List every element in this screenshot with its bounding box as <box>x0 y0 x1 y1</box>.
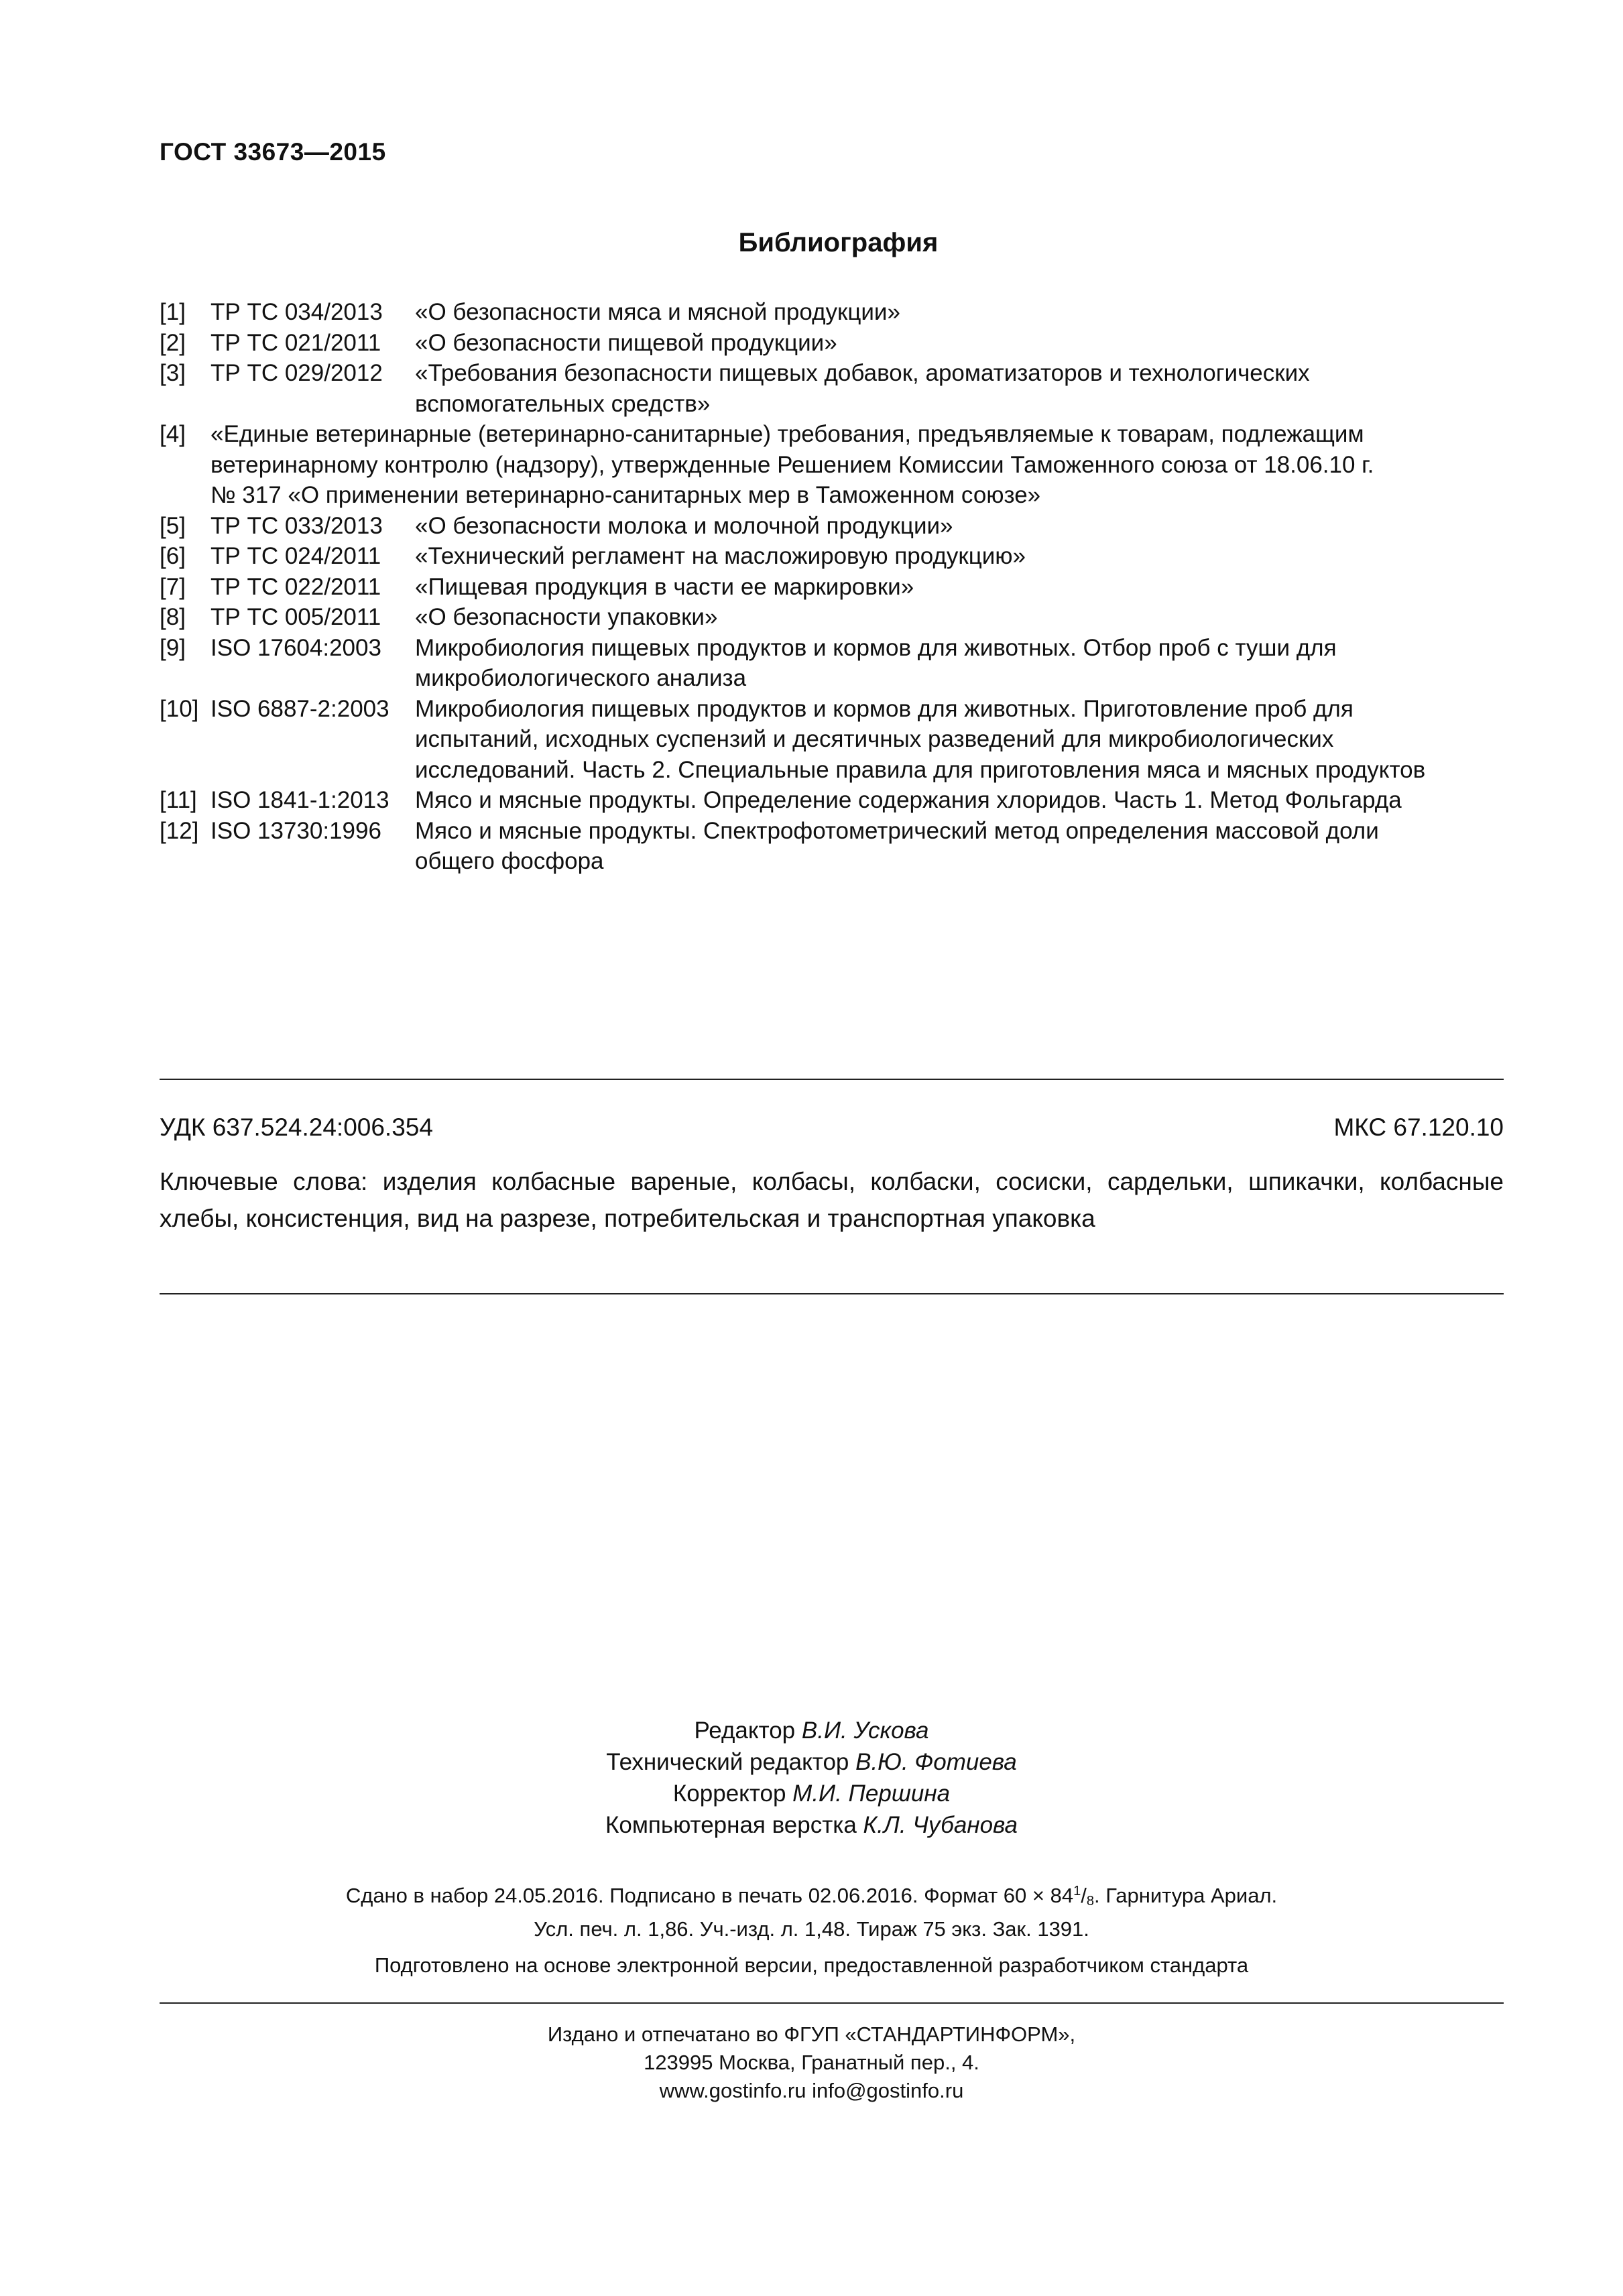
ref-code: ТР ТС 021/2011 <box>211 329 381 356</box>
ref-code: ISO 1841-1:2013 <box>211 787 389 813</box>
bibliography-item <box>160 602 1514 633</box>
ref-number: [3] <box>160 360 186 386</box>
imprint-line-1: Сдано в набор 24.05.2016. Подписано в печать 02.06.2016. Формат $60 \times 84^1/_8$. Гарнитура Ариал. <box>345 1884 1278 1909</box>
ref-number: [11] <box>160 787 197 813</box>
divider-bottom <box>160 2002 1504 2004</box>
ref-text: Микробиология пищевых продуктов и кормов для животных. Отбор проб с туши для микробиологического анализа <box>415 634 1337 691</box>
ref-code: ISO 13730:1996 <box>211 817 381 844</box>
ref-code: ТР ТС 029/2012 <box>211 360 383 386</box>
divider-top <box>160 1079 1504 1080</box>
ref-text: «Пищевая продукция в части ее маркировки» <box>415 573 914 600</box>
bibliography-item <box>160 633 1514 694</box>
ref-number: [8] <box>160 604 186 630</box>
ref-number: [12] <box>160 817 199 844</box>
ref-number: [6] <box>160 543 186 569</box>
ref-text: «О безопасности упаковки» <box>415 604 718 630</box>
publisher-line-1: Издано и отпечатано во ФГУП «СТАНДАРТИНФОРМ», <box>547 2022 1076 2046</box>
bibliography-item <box>160 816 1514 877</box>
ref-code: ТР ТС 024/2011 <box>211 543 381 569</box>
mks-code: МКС 67.120.10 <box>1333 1113 1504 1141</box>
udk-code: УДК 637.524.24:006.354 <box>160 1113 433 1141</box>
bibliography-item <box>160 419 1514 511</box>
staff-corrector: Корректор М.И. Першина <box>672 1780 951 1807</box>
ref-code: ISO 17604:2003 <box>211 634 381 661</box>
bibliography-item <box>160 511 1514 542</box>
ref-code: ТР ТС 022/2011 <box>211 573 381 600</box>
bibliography-item <box>160 694 1514 786</box>
ref-number: [2] <box>160 329 186 356</box>
ref-text: Мясо и мясные продукты. Спектрофотометрический метод определения массовой доли общего фосфора <box>415 817 1379 874</box>
document-header: ГОСТ 33673—2015 <box>160 138 386 166</box>
bibliography-item <box>160 328 1514 359</box>
publisher <box>0 2020 1623 2105</box>
ref-text: Микробиология пищевых продуктов и кормов для животных. Приготовление проб для испытаний, исходных суспензий и десятичных разведений для микробиологических исследований. Часть 2. Специальные правила для приготовления мяса и мясных продуктов <box>415 695 1426 783</box>
bibliography-item <box>160 572 1514 603</box>
publisher-line-2: 123995 Москва, Гранатный пер., 4. <box>644 2051 979 2074</box>
ref-code: ТР ТС 005/2011 <box>211 604 381 630</box>
divider-middle <box>160 1293 1504 1294</box>
bibliography-item <box>160 541 1514 572</box>
publisher-line-3: www.gostinfo.ru info@gostinfo.ru <box>659 2079 964 2102</box>
ref-number: [4] <box>160 421 186 447</box>
bibliography-list <box>160 297 1514 877</box>
prepared-note: Подготовлено на основе электронной версии, предоставленной разработчиком стандарта <box>374 1953 1249 1977</box>
staff-editor: Редактор В.И. Ускова <box>694 1717 929 1744</box>
ref-text: «Единые ветеринарные (ветеринарно-санитарные) требования, предъявляемые к товарам, подлежащим ветеринарному контролю (надзору), утвержденные Решением Комиссии Таможенного союза от 18.06.10 г. № 317 «О применении ветеринарно-санитарных мер в Таможенном союзе» <box>211 421 1374 508</box>
ref-number: [1] <box>160 299 186 325</box>
ref-text: «О безопасности мяса и мясной продукции» <box>415 299 900 325</box>
bibliography-item <box>160 358 1514 419</box>
ref-number: [9] <box>160 634 186 661</box>
staff-list <box>0 1715 1623 1841</box>
keywords: Ключевые слова: изделия колбасные вареные, колбасы, колбаски, сосиски, сардельки, шпикачки, колбасные хлебы, консистенция, вид на разрезе, потребительская и транспортная упаковка <box>160 1168 1504 1232</box>
ref-text: «Требования безопасности пищевых добавок, ароматизаторов и технологических вспомогательных средств» <box>415 360 1310 417</box>
bibliography-title: Библиография <box>738 228 939 257</box>
ref-text: «Технический регламент на масложировую продукцию» <box>415 543 1026 569</box>
ref-number: [5] <box>160 512 186 539</box>
staff-tech-editor: Технический редактор В.Ю. Фотиева <box>606 1749 1017 1775</box>
bibliography-item <box>160 785 1514 816</box>
imprint <box>0 1877 1623 1943</box>
staff-layout: Компьютерная верстка К.Л. Чубанова <box>605 1812 1018 1838</box>
ref-code: ISO 6887-2:2003 <box>211 695 389 722</box>
ref-code: ТР ТС 034/2013 <box>211 299 383 325</box>
ref-text: Мясо и мясные продукты. Определение содержания хлоридов. Часть 1. Метод Фольгарда <box>415 787 1402 813</box>
ref-code: ТР ТС 033/2013 <box>211 512 383 539</box>
ref-number: [10] <box>160 695 199 722</box>
ref-text: «О безопасности молока и молочной продукции» <box>415 512 953 539</box>
imprint-line-2: Усл. печ. л. 1,86. Уч.-изд. л. 1,48. Тираж 75 экз. Зак. 1391. <box>534 1917 1089 1941</box>
bibliography-item <box>160 297 1514 328</box>
ref-number: [7] <box>160 573 186 600</box>
ref-text: «О безопасности пищевой продукции» <box>415 329 837 356</box>
